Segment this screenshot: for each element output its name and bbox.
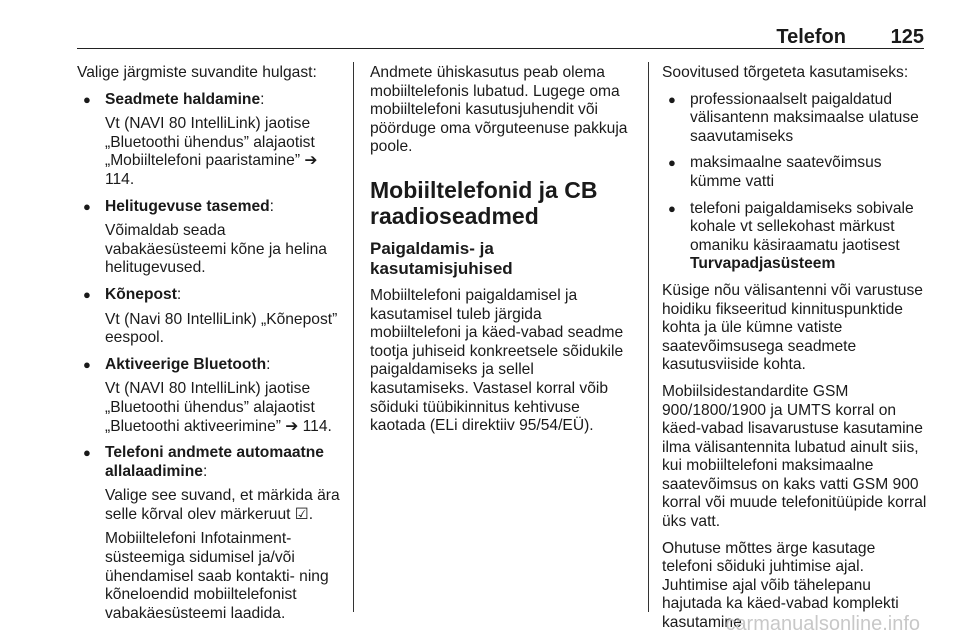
body-paragraph: Küsige nõu välisantenni või varustuse hoidiku fikseeritud kinnituspunktide kohta ja üle kümne vatiste saatevõimsusega seadmete kasutusviiside kohta. bbox=[662, 281, 923, 374]
watermark: carmanualsonline.info bbox=[725, 613, 920, 635]
list-item: ● Aktiveerige Bluetooth: Vt (NAVI 80 IntelliLink) jaotise „Bluetoothi ühendus” alajaotist „Bluetoothi aktiveerimine” ➔ 114. bbox=[77, 356, 347, 436]
list-item: ● Kõnepost: Vt (Navi 80 IntelliLink) „Kõnepost” eespool. bbox=[77, 286, 347, 348]
page-number: 125 bbox=[890, 26, 924, 48]
body-paragraph: Ohutuse mõttes ärge kasutage telefoni sõiduki juhtimise ajal. Juhtimise ajal võib tähelepanu hajutada ka käed-vabad komplekti kasutamine. bbox=[662, 539, 899, 632]
column-left bbox=[77, 64, 347, 631]
body-paragraph: Andmete ühiskasutus peab olema mobiiltelefonis lubatud. Lugege oma mobiiltelefoni kasutusjuhendit või pöörduge oma võrguteenuse pakkuja poole. bbox=[370, 64, 628, 156]
section-reference-link[interactable]: Turvapadjasüsteem bbox=[690, 255, 836, 273]
chapter-title: Telefon bbox=[776, 26, 846, 48]
list-item: ● Seadmete haldamine: Vt (NAVI 80 IntelliLink) jaotise „Bluetoothi ühendus” alajaotist „Mobiiltelefoni paaristamine” ➔ 114. bbox=[77, 91, 347, 190]
list-item: ● Helitugevuse tasemed: Võimaldab seada vabakäesüsteemi kõne ja helina helitugevused. bbox=[77, 198, 347, 278]
body-paragraph: Mobiilsidestandardite GSM 900/1800/1900 ja UMTS korral on käed-vabad lisavarustuse kasutamine ilma välisantennita lubatud ainult siis, kui mobiiltelefoni maksimaalne saatevõimsus on kaks vatti GSM 900 korral või muude telefonitüüpide korral üks vatt. bbox=[662, 382, 927, 531]
column-divider bbox=[353, 62, 354, 612]
intro-text: Valige järgmiste suvandite hulgast: bbox=[77, 64, 317, 81]
item-text: Võimaldab seada vabakäesüsteemi kõne ja helina helitugevused. bbox=[105, 222, 327, 277]
column-middle bbox=[370, 64, 635, 444]
body-paragraph: Mobiiltelefoni paigaldamisel ja kasutamisel tuleb järgida mobiiltelefoni ja käed-vabad seadme tootja juhiseid konkreetsele sõidukile paigaldamiseks ja sellel kasutamiseks. Vastasel korral võib sõiduki tüübikinnitus kehtivuse kaotada (ELi direktiiv 95/54/EÜ). bbox=[370, 286, 624, 435]
subsection-heading: Paigaldamis- ja kasutamisjuhised bbox=[370, 238, 513, 278]
list-item: ● telefoni paigaldamiseks sobivale kohale vt sellekohast märkust omaniku käsiraamatu jaotisest Turvapadjasüsteem bbox=[662, 200, 928, 274]
item-text: Vt (Navi 80 IntelliLink) „Kõnepost” eespool. bbox=[105, 310, 338, 347]
list-item: ● maksimaalne saatevõimsus kümme vatti bbox=[662, 154, 928, 191]
item-heading: Telefoni andmete automaatne allalaadimine bbox=[105, 444, 324, 480]
item-heading: Kõnepost bbox=[105, 285, 177, 303]
page-header bbox=[77, 24, 924, 49]
intro-text: Soovitused tõrgeteta kasutamiseks: bbox=[662, 64, 909, 81]
item-text: Vt (NAVI 80 IntelliLink) jaotise „Bluetoothi ühendus” alajaotist „Mobiiltelefoni paaristamine” ➔ 114. bbox=[105, 115, 318, 188]
item-text: Mobiiltelefoni Infotainment-süsteemiga sidumisel ja/või ühendamisel saab kontakti- ning kõneloendid mobiiltelefonist vabakäesüsteemi laadida. bbox=[105, 530, 329, 622]
item-heading: Aktiveerige Bluetooth bbox=[105, 355, 267, 373]
item-heading: Helitugevuse tasemed bbox=[105, 197, 270, 215]
item-text: Vt (NAVI 80 IntelliLink) jaotise „Bluetoothi ühendus” alajaotist „Bluetoothi aktiveerimine” ➔ 114. bbox=[105, 380, 332, 435]
list-item: ● Telefoni andmete automaatne allalaadimine: Valige see suvand, et märkida ära selle kõrval olev märkeruut ☑. Mobiiltelefoni Infotainment-süsteemiga sidumisel ja/või ühendamisel saab kontakti- ning kõneloendid mobiiltelefonist vabakäesüsteemi laadida. bbox=[77, 444, 347, 623]
list-item: ● professionaalselt paigaldatud välisantenn maksimaalse ulatuse saavutamiseks bbox=[662, 91, 928, 147]
item-heading: Seadmete haldamine bbox=[105, 90, 261, 108]
section-heading: Mobiiltelefonid ja CB raadioseadmed bbox=[370, 176, 598, 229]
column-right bbox=[662, 64, 928, 641]
column-divider bbox=[648, 62, 649, 612]
item-text: Valige see suvand, et märkida ära selle kõrval olev märkeruut ☑. bbox=[105, 487, 340, 523]
